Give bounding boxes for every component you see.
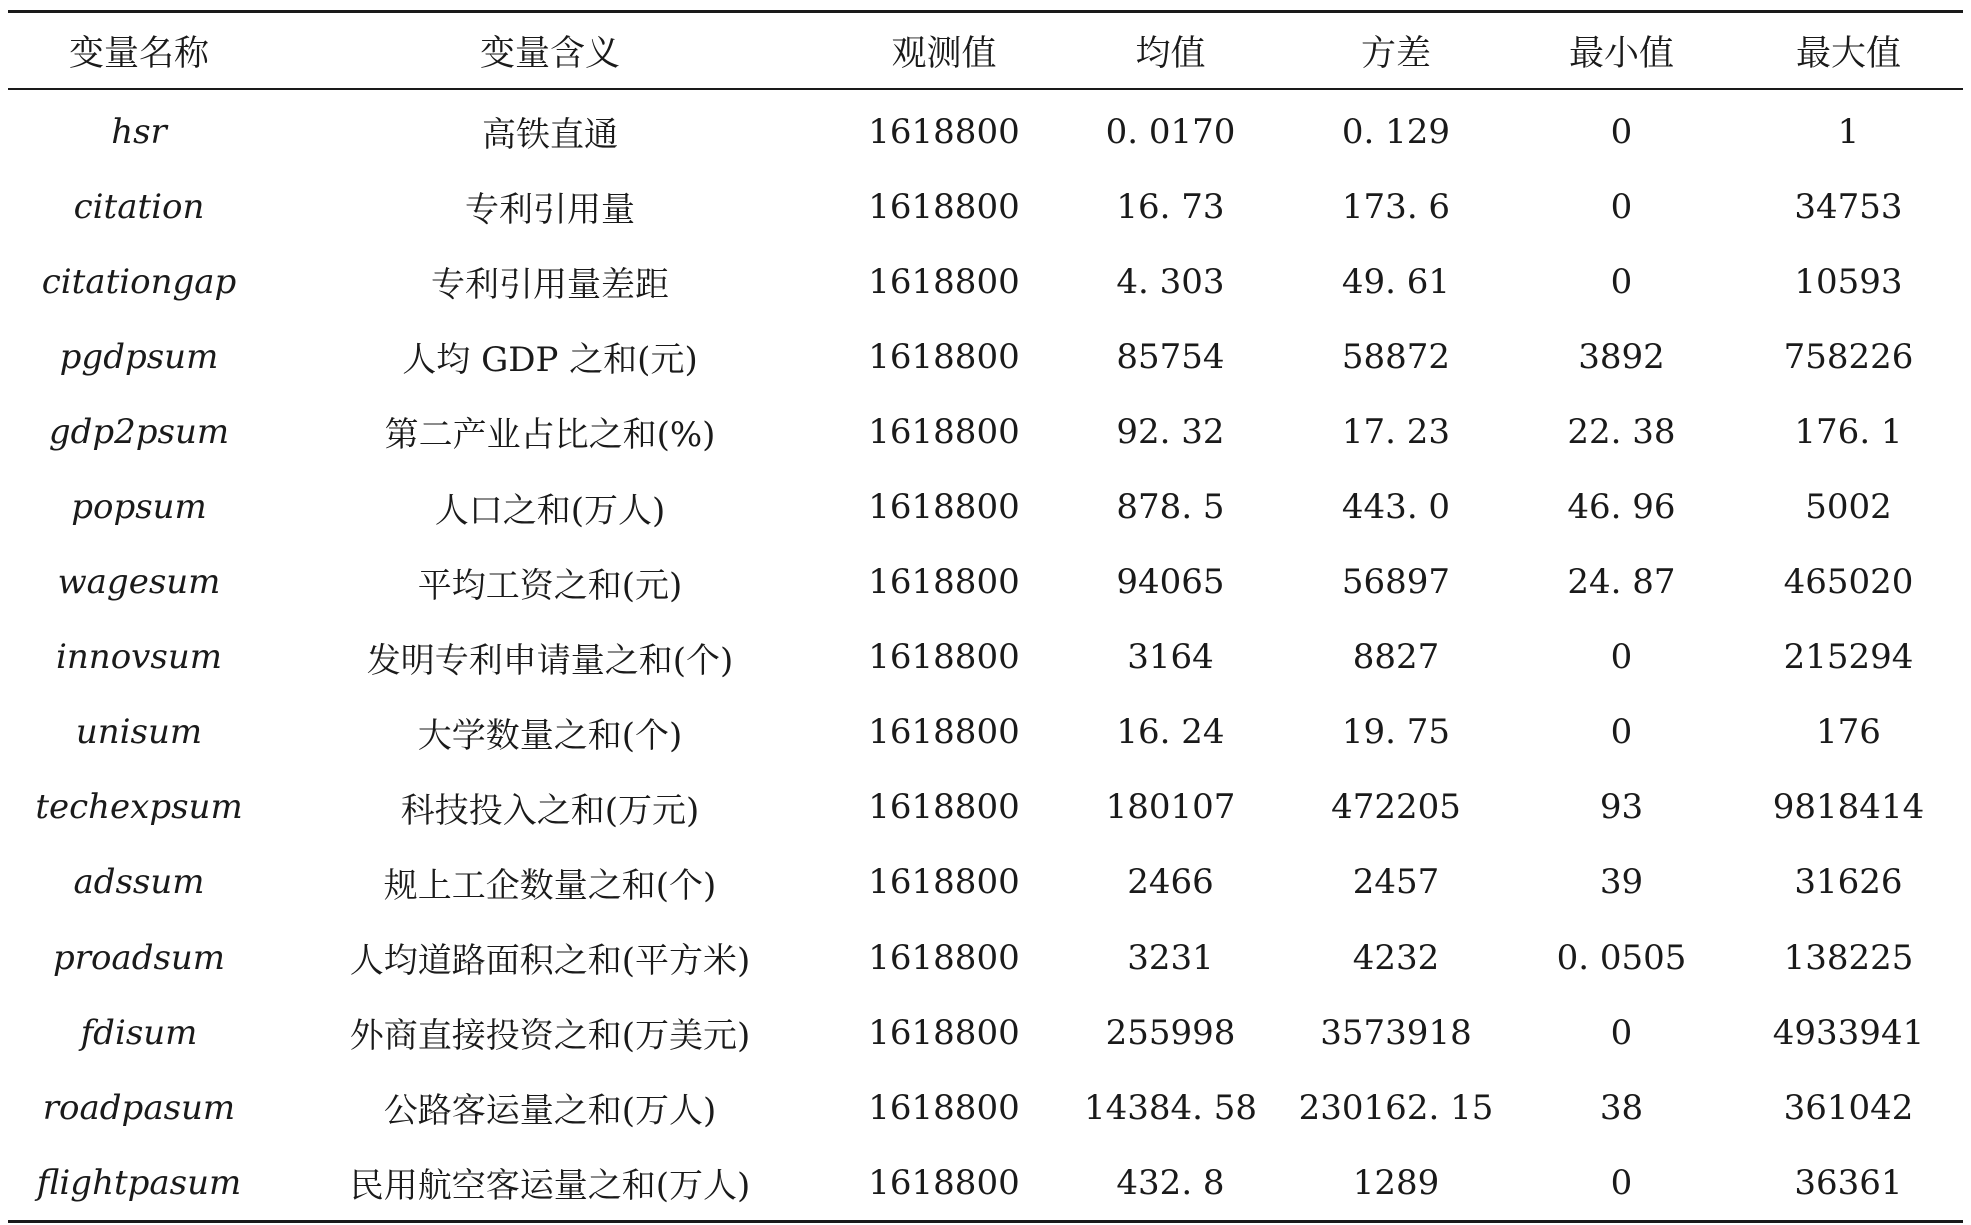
- cell-variance: 173. 6: [1341, 186, 1451, 227]
- statistics-table-container: [8, 10, 1963, 1223]
- cell-min: 0: [1610, 111, 1633, 152]
- cell-mean: 3164: [1127, 637, 1214, 678]
- cell-variable-meaning: 平均工资之和(元): [417, 565, 683, 606]
- cell-observations: 1618800: [868, 111, 1020, 152]
- cell-max: 215294: [1783, 637, 1914, 678]
- cell-variance: 56897: [1341, 562, 1451, 603]
- header-min: 最小值: [1568, 33, 1674, 74]
- cell-variance: 443. 0: [1341, 487, 1451, 528]
- cell-variable-name: hsr: [111, 111, 167, 152]
- cell-max: 138225: [1783, 937, 1914, 978]
- header-observations: 观测值: [891, 33, 997, 74]
- cell-variable-name: innovsum: [56, 637, 222, 678]
- cell-max: 5002: [1805, 487, 1892, 528]
- cell-observations: 1618800: [868, 1012, 1020, 1053]
- cell-max: 176. 1: [1794, 411, 1903, 452]
- cell-variable-name: proadsum: [52, 937, 226, 978]
- cell-mean: 16. 73: [1116, 186, 1225, 227]
- cell-max: 176: [1816, 712, 1881, 753]
- cell-observations: 1618800: [868, 862, 1020, 903]
- table-row: [8, 244, 1963, 319]
- cell-variable-meaning: 外商直接投资之和(万美元): [349, 1016, 751, 1057]
- table-row: [8, 545, 1963, 620]
- cell-mean: 85754: [1116, 336, 1225, 377]
- table-row: [8, 319, 1963, 394]
- table-row: [8, 89, 1963, 169]
- cell-mean: 878. 5: [1116, 487, 1225, 528]
- cell-variable-name: techexpsum: [35, 787, 243, 828]
- cell-variable-name: pgdpsum: [59, 336, 219, 377]
- cell-min: 93: [1599, 787, 1644, 828]
- header-row: [8, 12, 1963, 90]
- cell-variance: 230162. 15: [1298, 1087, 1494, 1128]
- cell-variance: 17. 23: [1341, 411, 1451, 452]
- cell-variable-meaning: 发明专利申请量之和(个): [366, 640, 734, 681]
- cell-variable-name: adssum: [73, 862, 205, 903]
- cell-mean: 3231: [1127, 937, 1214, 978]
- table-row: [8, 394, 1963, 469]
- cell-min: 22. 38: [1567, 411, 1676, 452]
- cell-observations: 1618800: [868, 1087, 1020, 1128]
- cell-mean: 16. 24: [1116, 712, 1225, 753]
- cell-variance: 472205: [1331, 787, 1461, 828]
- cell-max: 4933941: [1772, 1012, 1925, 1053]
- table-row: [8, 995, 1963, 1070]
- cell-observations: 1618800: [868, 937, 1020, 978]
- cell-min: 24. 87: [1567, 562, 1676, 603]
- cell-min: 38: [1599, 1087, 1644, 1128]
- cell-max: 465020: [1783, 562, 1914, 603]
- cell-mean: 92. 32: [1116, 411, 1225, 452]
- cell-variance: 2457: [1352, 862, 1440, 903]
- cell-variable-name: flightpasum: [36, 1162, 242, 1203]
- cell-variable-meaning: 大学数量之和(个): [417, 715, 683, 756]
- cell-observations: 1618800: [868, 562, 1020, 603]
- cell-variable-meaning: 专利引用量差距: [431, 265, 669, 306]
- cell-variable-meaning: 专利引用量: [465, 190, 635, 231]
- cell-variance: 49. 61: [1341, 261, 1451, 302]
- table-row: [8, 1145, 1963, 1222]
- cell-variable-meaning: 人均 GDP 之和(元): [402, 340, 698, 381]
- cell-min: 0: [1610, 1012, 1633, 1053]
- cell-observations: 1618800: [868, 186, 1020, 227]
- cell-variable-name: wagesum: [57, 562, 221, 603]
- table-row: [8, 695, 1963, 770]
- cell-mean: 2466: [1127, 862, 1214, 903]
- cell-variable-name: unisum: [75, 712, 203, 753]
- cell-variable-meaning: 科技投入之和(万元): [400, 790, 700, 831]
- cell-min: 0: [1610, 1162, 1633, 1203]
- table-row: [8, 469, 1963, 544]
- cell-observations: 1618800: [868, 336, 1020, 377]
- cell-variance: 8827: [1352, 637, 1440, 678]
- cell-variance: 0. 129: [1341, 111, 1451, 152]
- descriptive-statistics-table: [8, 10, 1963, 1223]
- cell-variable-name: citationgap: [41, 261, 237, 302]
- cell-mean: 4. 303: [1116, 261, 1225, 302]
- table-body: [8, 89, 1963, 1222]
- cell-mean: 94065: [1116, 562, 1225, 603]
- header-max: 最大值: [1795, 33, 1901, 74]
- table-row: [8, 169, 1963, 244]
- cell-observations: 1618800: [868, 487, 1020, 528]
- cell-max: 34753: [1794, 186, 1903, 227]
- cell-min: 0. 0505: [1556, 937, 1687, 978]
- cell-mean: 432. 8: [1116, 1162, 1225, 1203]
- cell-max: 1: [1837, 111, 1860, 152]
- cell-observations: 1618800: [868, 411, 1020, 452]
- table-row: [8, 845, 1963, 920]
- cell-mean: 0. 0170: [1105, 111, 1236, 152]
- cell-min: 3892: [1578, 336, 1665, 377]
- cell-min: 0: [1610, 637, 1633, 678]
- cell-max: 31626: [1794, 862, 1903, 903]
- cell-min: 0: [1610, 186, 1633, 227]
- cell-variable-meaning: 公路客运量之和(万人): [383, 1091, 717, 1132]
- cell-variable-name: citation: [73, 186, 205, 227]
- cell-variable-name: roadpasum: [42, 1087, 236, 1128]
- cell-variable-name: popsum: [71, 487, 207, 528]
- table-row: [8, 770, 1963, 845]
- cell-max: 361042: [1783, 1087, 1914, 1128]
- cell-min: 0: [1610, 261, 1633, 302]
- cell-variance: 58872: [1341, 336, 1451, 377]
- cell-max: 9818414: [1772, 787, 1925, 828]
- cell-min: 0: [1610, 712, 1633, 753]
- cell-variance: 4232: [1352, 937, 1440, 978]
- cell-observations: 1618800: [868, 637, 1020, 678]
- cell-min: 39: [1599, 862, 1644, 903]
- cell-mean: 180107: [1105, 787, 1236, 828]
- cell-variable-meaning: 第二产业占比之和(%): [384, 415, 716, 456]
- cell-observations: 1618800: [868, 712, 1020, 753]
- header-mean: 均值: [1135, 33, 1206, 74]
- cell-mean: 14384. 58: [1083, 1087, 1258, 1128]
- cell-observations: 1618800: [868, 261, 1020, 302]
- cell-variable-name: gdp2psum: [48, 411, 230, 452]
- cell-max: 36361: [1794, 1162, 1903, 1203]
- cell-variable-meaning: 规上工企数量之和(个): [383, 865, 717, 906]
- cell-variable-meaning: 民用航空客运量之和(万人): [349, 1166, 751, 1207]
- cell-variable-meaning: 高铁直通: [482, 115, 618, 156]
- table-row: [8, 920, 1963, 995]
- header-variable-meaning: 变量含义: [479, 33, 620, 74]
- table-row: [8, 1070, 1963, 1145]
- cell-observations: 1618800: [868, 787, 1020, 828]
- cell-variable-name: fdisum: [80, 1012, 198, 1053]
- header-variable-name: 变量名称: [68, 33, 209, 74]
- cell-variable-meaning: 人均道路面积之和(平方米): [349, 941, 751, 982]
- table-row: [8, 620, 1963, 695]
- cell-variable-meaning: 人口之和(万人): [434, 490, 666, 531]
- cell-variance: 19. 75: [1341, 712, 1451, 753]
- cell-max: 10593: [1794, 261, 1903, 302]
- cell-min: 46. 96: [1567, 487, 1676, 528]
- cell-variance: 1289: [1352, 1162, 1440, 1203]
- cell-mean: 255998: [1105, 1012, 1236, 1053]
- cell-max: 758226: [1783, 336, 1914, 377]
- table-header: [8, 12, 1963, 90]
- cell-variance: 3573918: [1320, 1012, 1472, 1053]
- header-variance: 方差: [1360, 33, 1431, 74]
- cell-observations: 1618800: [868, 1162, 1020, 1203]
